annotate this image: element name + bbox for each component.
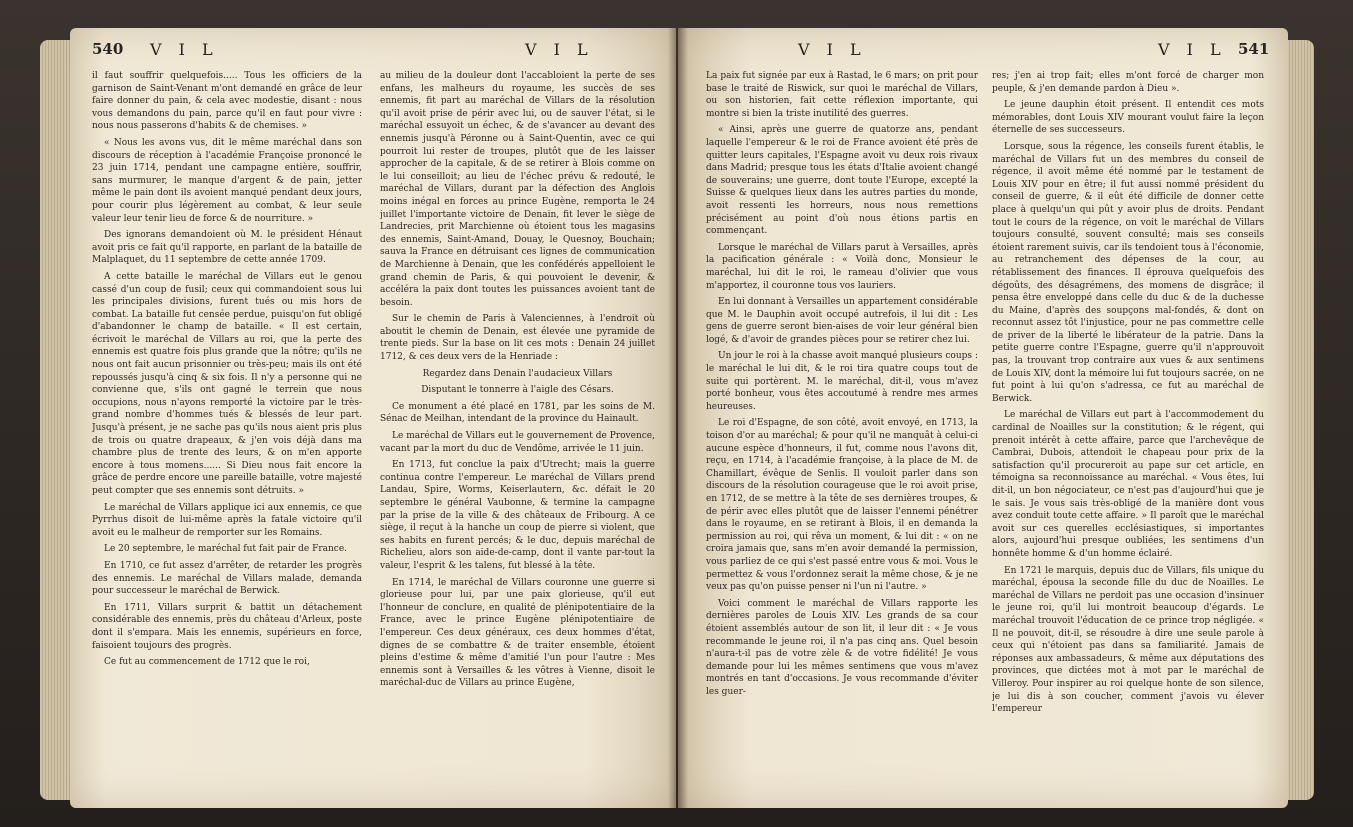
paragraph: En 1711, Villars surprit & battit un détachement considérable des ennemis, près du château d'Arleux, poste dont il s'empara. Mais les ennemis, supérieurs en force, faisoient toujours des progrès. [92, 602, 362, 651]
paragraph: Le maréchal de Villars eut le gouvernement de Provence, vacant par la mort du duc de Vendôme, arrivée le 11 juin. [380, 431, 655, 454]
paragraph: Lorsque le maréchal de Villars parut à Versailles, après la pacification générale : « Voilà donc, Monsieur le maréchal, lui dit le roi, le rameau d'olivier que vous m'apportez, il couronne tous vos lauriers. [706, 242, 978, 291]
paragraph: Le 20 septembre, le maréchal fut fait pair de France. [104, 544, 348, 555]
paragraph: Le maréchal de Villars applique ici aux ennemis, ce que Pyrrhus disoit de lui-même après la fatale victoire qu'il avoit eu le malheur de remporter sur les Romains. [92, 502, 362, 538]
paragraph: Sur le chemin de Paris à Valenciennes, à l'endroit où aboutit le chemin de Denain, est élevée une pyramide de trente pieds. Sur la base on lit ces mots : Denain 24 juillet 1712, & ces deux vers de la Henriade : [380, 314, 655, 363]
page-edges-left [40, 40, 74, 800]
paragraph: Voici comment le maréchal de Villars rapporte les dernières paroles de Louis XIV. Les grands de sa cour étoient assemblés autour de son lit, il leur dit : « Je vous recommande le jeune roi, il n'a pas cinq ans. Quel besoin n'aura-t-il pas de votre zèle & de votre fidélité! Je vous demande pour lui les mêmes sentimens que vous m'avez montrés en tant d'occasions. Je vous recommande d'éviter les guer- [706, 598, 978, 697]
verse-line: Disputant le tonnerre à l'aigle des Césars. [421, 385, 614, 396]
paragraph: Le roi d'Espagne, de son côté, avoit envoyé, en 1713, la toison d'or au maréchal; & pour qu'il ne manquât à celui-ci aucune espèce d'honneurs, il fut, comme nous l'avons dit, reçu, en 1714, à l'académie françoise, à la place de M. de Chamillart, évêque de Senlis. Il vouloit parler dans son discours de la résolution courageuse que le roi avoit prise, en 1712, de se mettre à la tête de ses dernières troupes, & de périr avec elles plutôt que de laisser l'ennemi pénétrer dans le royaume, en se retirant à Blois, il en demanda la permission au roi, qui rêva un moment, & lui dit : « on ne croira jamais que, sans m'en avoir demandé la permission, vous parliez de ce qui s'est passé entre vous & moi. Vous le permettez & vous l'ordonnez serait la même chose, & je ne veux pas qu'on puisse penser ni l'un ni l'autre. » [706, 418, 978, 593]
paragraph: En lui donnant à Versailles un appartement considérable que M. le Dauphin avoit occupé autrefois, il lui dit : Les gens de guerre seront bien-aises de voir leur général bien logé, & d'avoir de grandes pièces pour se retirer chez lui. [706, 297, 978, 345]
paragraph: En 1721 le marquis, depuis duc de Villars, fils unique du maréchal, épousa la seconde fille du duc de Noailles. Le maréchal de Villars ne perdoit pas une occasion d'insinuer le jeune roi, qu'il lui montroit beaucoup d'égards. Le maréchal trouvoit l'éducation de ce prince trop négligée. « Il ne pouvoit, dit-il, se résoudre à dire une seule parole à ceux qui n'étoient pas dans sa familiarité. Jamais de réponses aux ambassadeurs, & même aux députations des provinces, que dictées mot à mot par le maréchal de Villeroy. Pour inspirer au roi quelque honte de son silence, je lui dis à son coucher, comment j'avois vu élever l'empereur [992, 565, 1264, 715]
paragraph: En 1713, fut conclue la paix d'Utrecht; mais la guerre continua contre l'empereur. Le maréchal de Villars prend Landau, Spire, Worms, Keiserlautern, &c. défait le 20 septembre le général Vaubonne, & termine la campagne par la prise de la ville & des châteaux de Fribourg. A ce siège, il reçut à la hanche un coup de pierre si violent, que ses habits en furent percés; & le duc, depuis maréchal de Richelieu, alors son aide-de-camp, dont il vante par-tout la valeur, l'esprit & les talens, fut blessé à la tête. [380, 460, 655, 571]
right-column-2 [992, 70, 1264, 800]
paragraph: « Nous les avons vus, dit le même maréchal dans son discours de réception à l'académie Françoise prononcé le 23 juin 1714, pendant une campagne entière, souffrir, sans murmurer, le manque d'argent & de pain, jetter même le pain dont ils avoient manqué pendant deux jours, pour courir plus légèrement au combat, & leur seule valeur leur tenir lieu de force & de nourriture. » [92, 137, 362, 224]
paragraph: En 1710, ce fut assez d'arrêter, de retarder les progrès des ennemis. Le maréchal de Villars malade, demanda pour successeur le maréchal de Berwick. [92, 560, 362, 597]
left-header [70, 40, 676, 64]
page-edges-right [1284, 40, 1314, 800]
left-running-title-1: V I L [150, 40, 219, 59]
left-page [70, 28, 676, 808]
right-running-title-2: V I L [1158, 40, 1227, 59]
paragraph: Le maréchal de Villars eut part à l'accommodement du cardinal de Noailles sur la constitution; & le régent, qui prenoit intérêt à cette affaire, parce que l'archevêque de Cambrai, Dubois, attendoit le chapeau pour prix de la satisfaction qu'il procureroit au pape sur cet article, en témoigna sa reconnoissance au maréchal. « Vous êtes, lui dit-il, un bon négociateur, ce n'est pas d'aujourd'hui que je le sais. Je vous sais très-obligé de la manière dont vous avez conduit toute cette affaire. » Il paroît que le maréchal avoit sur ces querelles ecclésiastiques, si importantes alors, aujourd'hui presque oubliées, les sentimens d'un honnête homme & d'un homme éclairé. [992, 410, 1264, 559]
paragraph: au milieu de la douleur dont l'accabloient la perte de ses enfans, les malheurs du royaume, les succès de ses ennemis, fit part au maréchal de Villars de la résolution qu'il avoit prise de périr avec lui, ou de sauver l'état, si le maréchal essuyoit un échec, & de s'avancer au devant des ennemis jusqu'à Péronne ou à Saint-Quentin, avec ce qui pourroit lui rester de troupes, plutôt que de les laisser approcher de la capitale, & de se retirer à Blois comme on le lui conseilloit; au lieu de l'échec prévu & redouté, le maréchal de Villars, durant par la défection des Anglois moins inégal en forces au prince Eugène, remporta le 24 juillet l'importante victoire de Denain, fit lever le siège de Landrecies, prit Marchienne où étoient tous les magasins des ennemis, Saint-Amand, Douay, le Quesnoy, Bouchain; sauva la France en détruisant ces lignes de communication de Marchienne à Denain, que les confédérés appelloient le grand chemin de Paris, & qui pouvoient le devenir, & accéléra la paix dont toutes les puissances avoient tant de besoin. [380, 71, 655, 308]
paragraph: En 1714, le maréchal de Villars couronne une guerre si glorieuse pour lui, par une paix glorieuse, qu'il eut l'honneur de conclure, en qualité de plénipotentiaire de la France, avec le prince Eugène plénipotentiaire de l'empereur. Ces deux généraux, ces deux hommes d'état, dignes de se combattre & de traiter ensemble, étoient pleins d'estime & même d'amitié l'un pour l'autre : Mes ennemis sont à Versailles & les vôtres à Vienne, disoit le maréchal-duc de Villars au prince Eugène, [380, 577, 655, 689]
paragraph: Le jeune dauphin étoit présent. Il entendit ces mots mémorables, dont Louis XIV mourant voulut faire la leçon éternelle de ses successeurs. [992, 100, 1264, 136]
paragraph: Des ignorans demandoient où M. le président Hénaut avoit pris ce fait qu'il rapporte, en parlant de la bataille de Malplaquet, du 11 septembre de cette année 1709. [92, 230, 362, 266]
paragraph: « Ainsi, après une guerre de quatorze ans, pendant laquelle l'empereur & le roi de France avoient été près de quitter leurs capitales, l'Espagne avoit vu deux rois rivaux dans Madrid; presque tous les états d'Italie avoient changé de souverains; une guerre, dont toute l'Europe, excepté la Suisse & quelques lieux dans les autres parties du monde, avoit ressenti les horreurs, nous nous remettions précisément au point d'où nous étions partis en commençant. [706, 125, 978, 237]
verse-line: Regardez dans Denain l'audacieux Villars [422, 368, 613, 379]
left-column-1 [92, 70, 362, 800]
paragraph: il faut souffrir quelquefois..... Tous les officiers de la garnison de Saint-Venant m'ont demandé en grâce de leur faire donner du pain, & cela avec modestie, disant : nous vous demandons du pain, parce qu'il en faut pour vivre : nous nous passerons d'habits & de chemises. » [92, 71, 362, 132]
paragraph: Ce monument a été placé en 1781, par les soins de M. Sénac de Meilhan, intendant de la province du Hainault. [380, 401, 655, 425]
left-page-number: 540 [92, 40, 124, 58]
right-column-1 [706, 70, 978, 800]
paragraph: Lorsque, sous la régence, les conseils furent établis, le maréchal de Villars fut un des membres du conseil de régence, il avoit même été nommé par le testament de Louis XIV pour en être; il fut aussi nommé président du conseil de guerre, & il eût été difficile de donner cette place à quelqu'un qui pût y avoir plus de droits. Pendant tout le cours de la régence, on voit le maréchal de Villars toujours consulté, souvent consulté; mais ses conseils étoient rarement suivis, car ils tendoient tous à l'économie, au retranchement des dépenses de la cour, au rétablissement des finances. Il éprouva quelquefois des dégoûts, des désagrémens, des momens de disgrâce; il pensa être enveloppé dans celle du duc & de la duchesse du Maine, d'après des soupçons mal-fondés, & dont on reconnut assez tôt l'injustice, pour ne pas commettre celle de priver de la liberté le libérateur de la patrie. Dans la petite guerre contre l'Espagne, guerre qu'il n'approuvoit pas, la trouvant trop contraire aux vues & aux sentimens de Louis XIV, dont la mémoire lui fut toujours sacrée, on ne fut point à lui qu'on s'adressa, ce fut au maréchal de Berwick. [992, 141, 1264, 404]
book-gutter [668, 28, 688, 808]
paragraph: res; j'en ai trop fait; elles m'ont forcé de charger mon peuple, & j'en demande pardon à Dieu ». [992, 71, 1264, 94]
left-running-title-2: V I L [525, 40, 594, 59]
paragraph: Ce fut au commencement de 1712 que le roi, [104, 657, 310, 668]
left-column-2 [380, 70, 655, 800]
right-header [678, 40, 1288, 64]
right-page-number: 541 [1238, 40, 1270, 58]
paragraph: Un jour le roi à la chasse avoit manqué plusieurs coups : le maréchal le lui dit, & le roi tira quatre coups tout de suite qui portèrent. M. le maréchal, dit-il, vous m'avez porté bonheur, vous êtes accoutumé à rendre mes armes heureuses. [706, 351, 978, 412]
paragraph: A cette bataille le maréchal de Villars eut le genou cassé d'un coup de fusil; ceux qui commandoient sous lui les principales divisions, furent tués ou mis hors de combat. La bataille fut censée perdue, puisqu'on fut obligé d'abandonner le champ de bataille. « Il est certain, écrivoit le maréchal de Villars au roi, que la perte des ennemis est quatre fois plus grande que la nôtre; qu'ils ne nous ont fait aucun prisonnier ou très-peu; mais ils ont été repoussés jusqu'à cinq & six fois. Il n'y a personne qui ne convienne que, s'ils ont gagné le terrein que nous occupions, nous n'ayons remporté la victoire par le très-grand nombre d'hommes tués & blessés de leur part. Jusqu'à présent, je ne sache pas qu'ils nous aient pris plus de trois ou quatre drapeaux, & j'en vois déjà dans ma chambre plus de trente des leurs, & on m'en apporte encore à tous momens...... Si Dieu nous fait encore la grâce de perdre encore une pareille bataille, votre majesté peut compter que ses ennemis sont détruits. » [92, 271, 362, 496]
right-running-title-1: V I L [798, 40, 867, 59]
right-page [678, 28, 1288, 808]
paragraph: La paix fut signée par eux à Rastad, le 6 mars; on prit pour base le traité de Riswick, sur quoi le maréchal de Villars, ou son historien, fait cette réflexion importante, qui montre si bien la triste inutilité des guerres. [706, 71, 978, 119]
